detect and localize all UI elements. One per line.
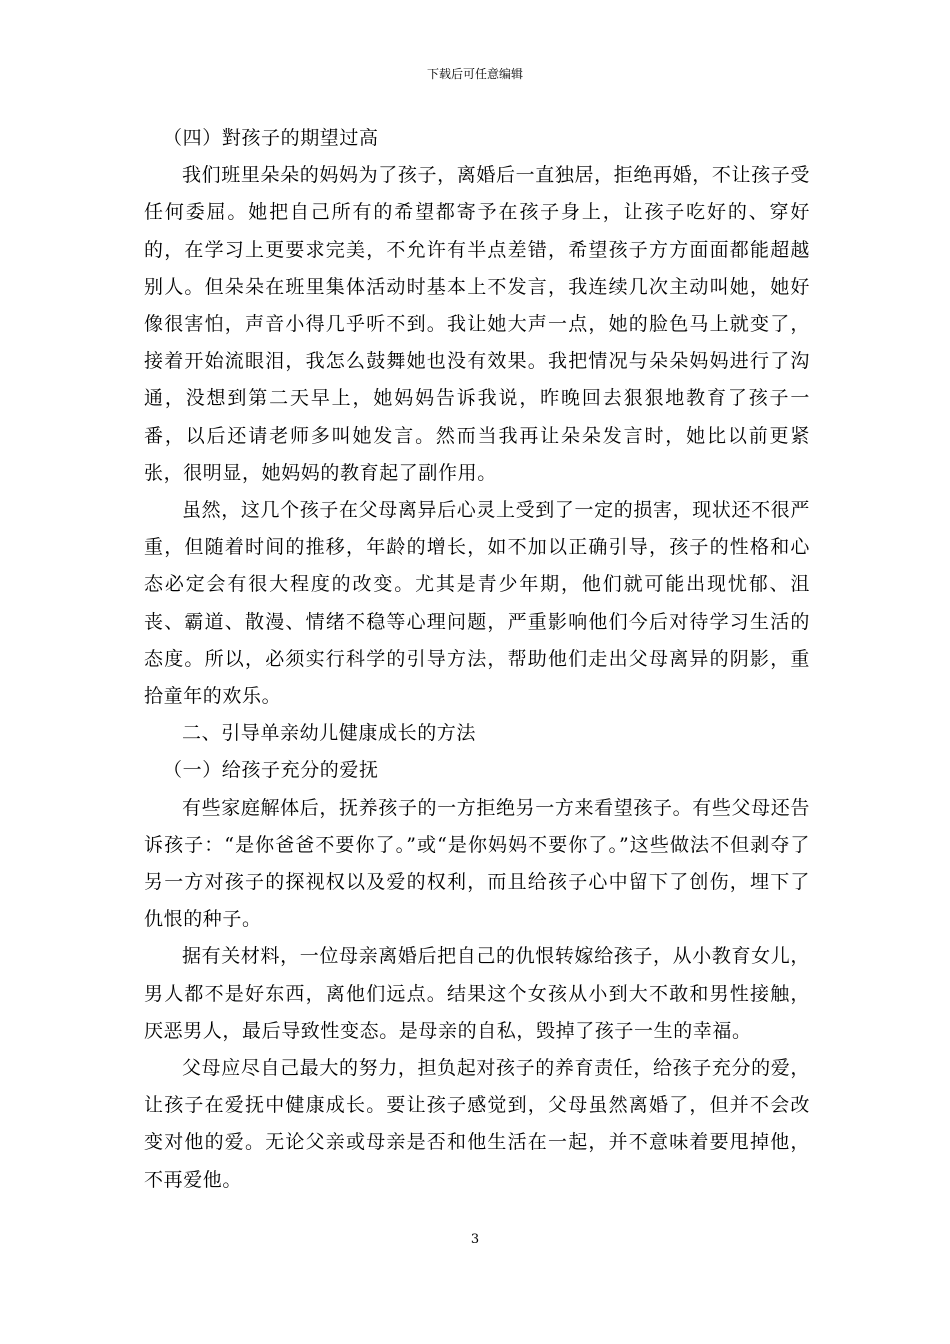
- section-heading-2: 二、引导单亲幼儿健康成长的方法: [182, 722, 477, 745]
- page-number: 3: [470, 1232, 480, 1247]
- section-heading-1: （一）给孩子充分的爱抚: [163, 759, 379, 782]
- page-header: 下载后可任意编辑: [426, 67, 523, 81]
- paragraph: 有些家庭解体后，抚养孩子的一方拒绝另一方来看望孩子。有些父母还告诉孩子：“是你爸爸不要你了。”或“是你妈妈不要你了。”这些做法不但剥夺了另一方对孩子的探视权以及爱的权利，而且给孩子心中留下了创伤，埋下了仇恨的种子。: [144, 796, 810, 931]
- document-body: [144, 120, 810, 1199]
- paragraph: 我们班里朵朵的妈妈为了孩子，离婚后一直独居，拒绝再婚，不让孩子受任何委屈。她把自己所有的希望都寄予在孩子身上，让孩子吃好的、穿好的，在学习上更要求完美，不允许有半点差错，希望孩子方方面面都能超越别人。但朵朵在班里集体活动时基本上不发言，我连续几次主动叫她，她好像很害怕，声音小得几乎听不到。我让她大声一点，她的脸色马上就变了，接着开始流眼泪，我怎么鼓舞她也没有效果。我把情况与朵朵妈妈进行了沟通，没想到第二天早上，她妈妈告诉我说，昨晚回去狠狠地教育了孩子一番，以后还请老师多叫她发言。然而当我再让朵朵发言时，她比以前更紧张，很明显，她妈妈的教育起了副作用。: [144, 164, 810, 484]
- paragraph: 父母应尽自己最大的努力，担负起对孩子的养育责任，给孩子充分的爱，让孩子在爱抚中健康成长。要让孩子感觉到，父母虽然离婚了，但并不会改变对他的爱。无论父亲或母亲是否和他生活在一起，并不意味着要甩掉他，不再爱他。: [144, 1057, 810, 1191]
- paragraph: 虽然，这几个孩子在父母离异后心灵上受到了一定的损害，现状还不很严重，但随着时间的推移，年龄的增长，如不加以正确引导，孩子的性格和心态必定会有很大程度的改变。尤其是青少年期，他们就可能出现忧郁、沮丧、霸道、散漫、情绪不稳等心理问题，严重影响他们今后对待学习生活的态度。所以，必须实行科学的引导方法，帮助他们走出父母离异的阴影，重拾童年的欢乐。: [144, 499, 810, 708]
- paragraph: 据有关材料，一位母亲离婚后把自己的仇恨转嫁给孩子，从小教育女儿，男人都不是好东西，离他们远点。结果这个女孩从小到大不敢和男性接触，厌恶男人，最后导致性变态。是母亲的自私，毁掉了孩子一生的幸福。: [144, 945, 810, 1042]
- section-heading-4: （四）對孩子的期望过高: [163, 127, 379, 149]
